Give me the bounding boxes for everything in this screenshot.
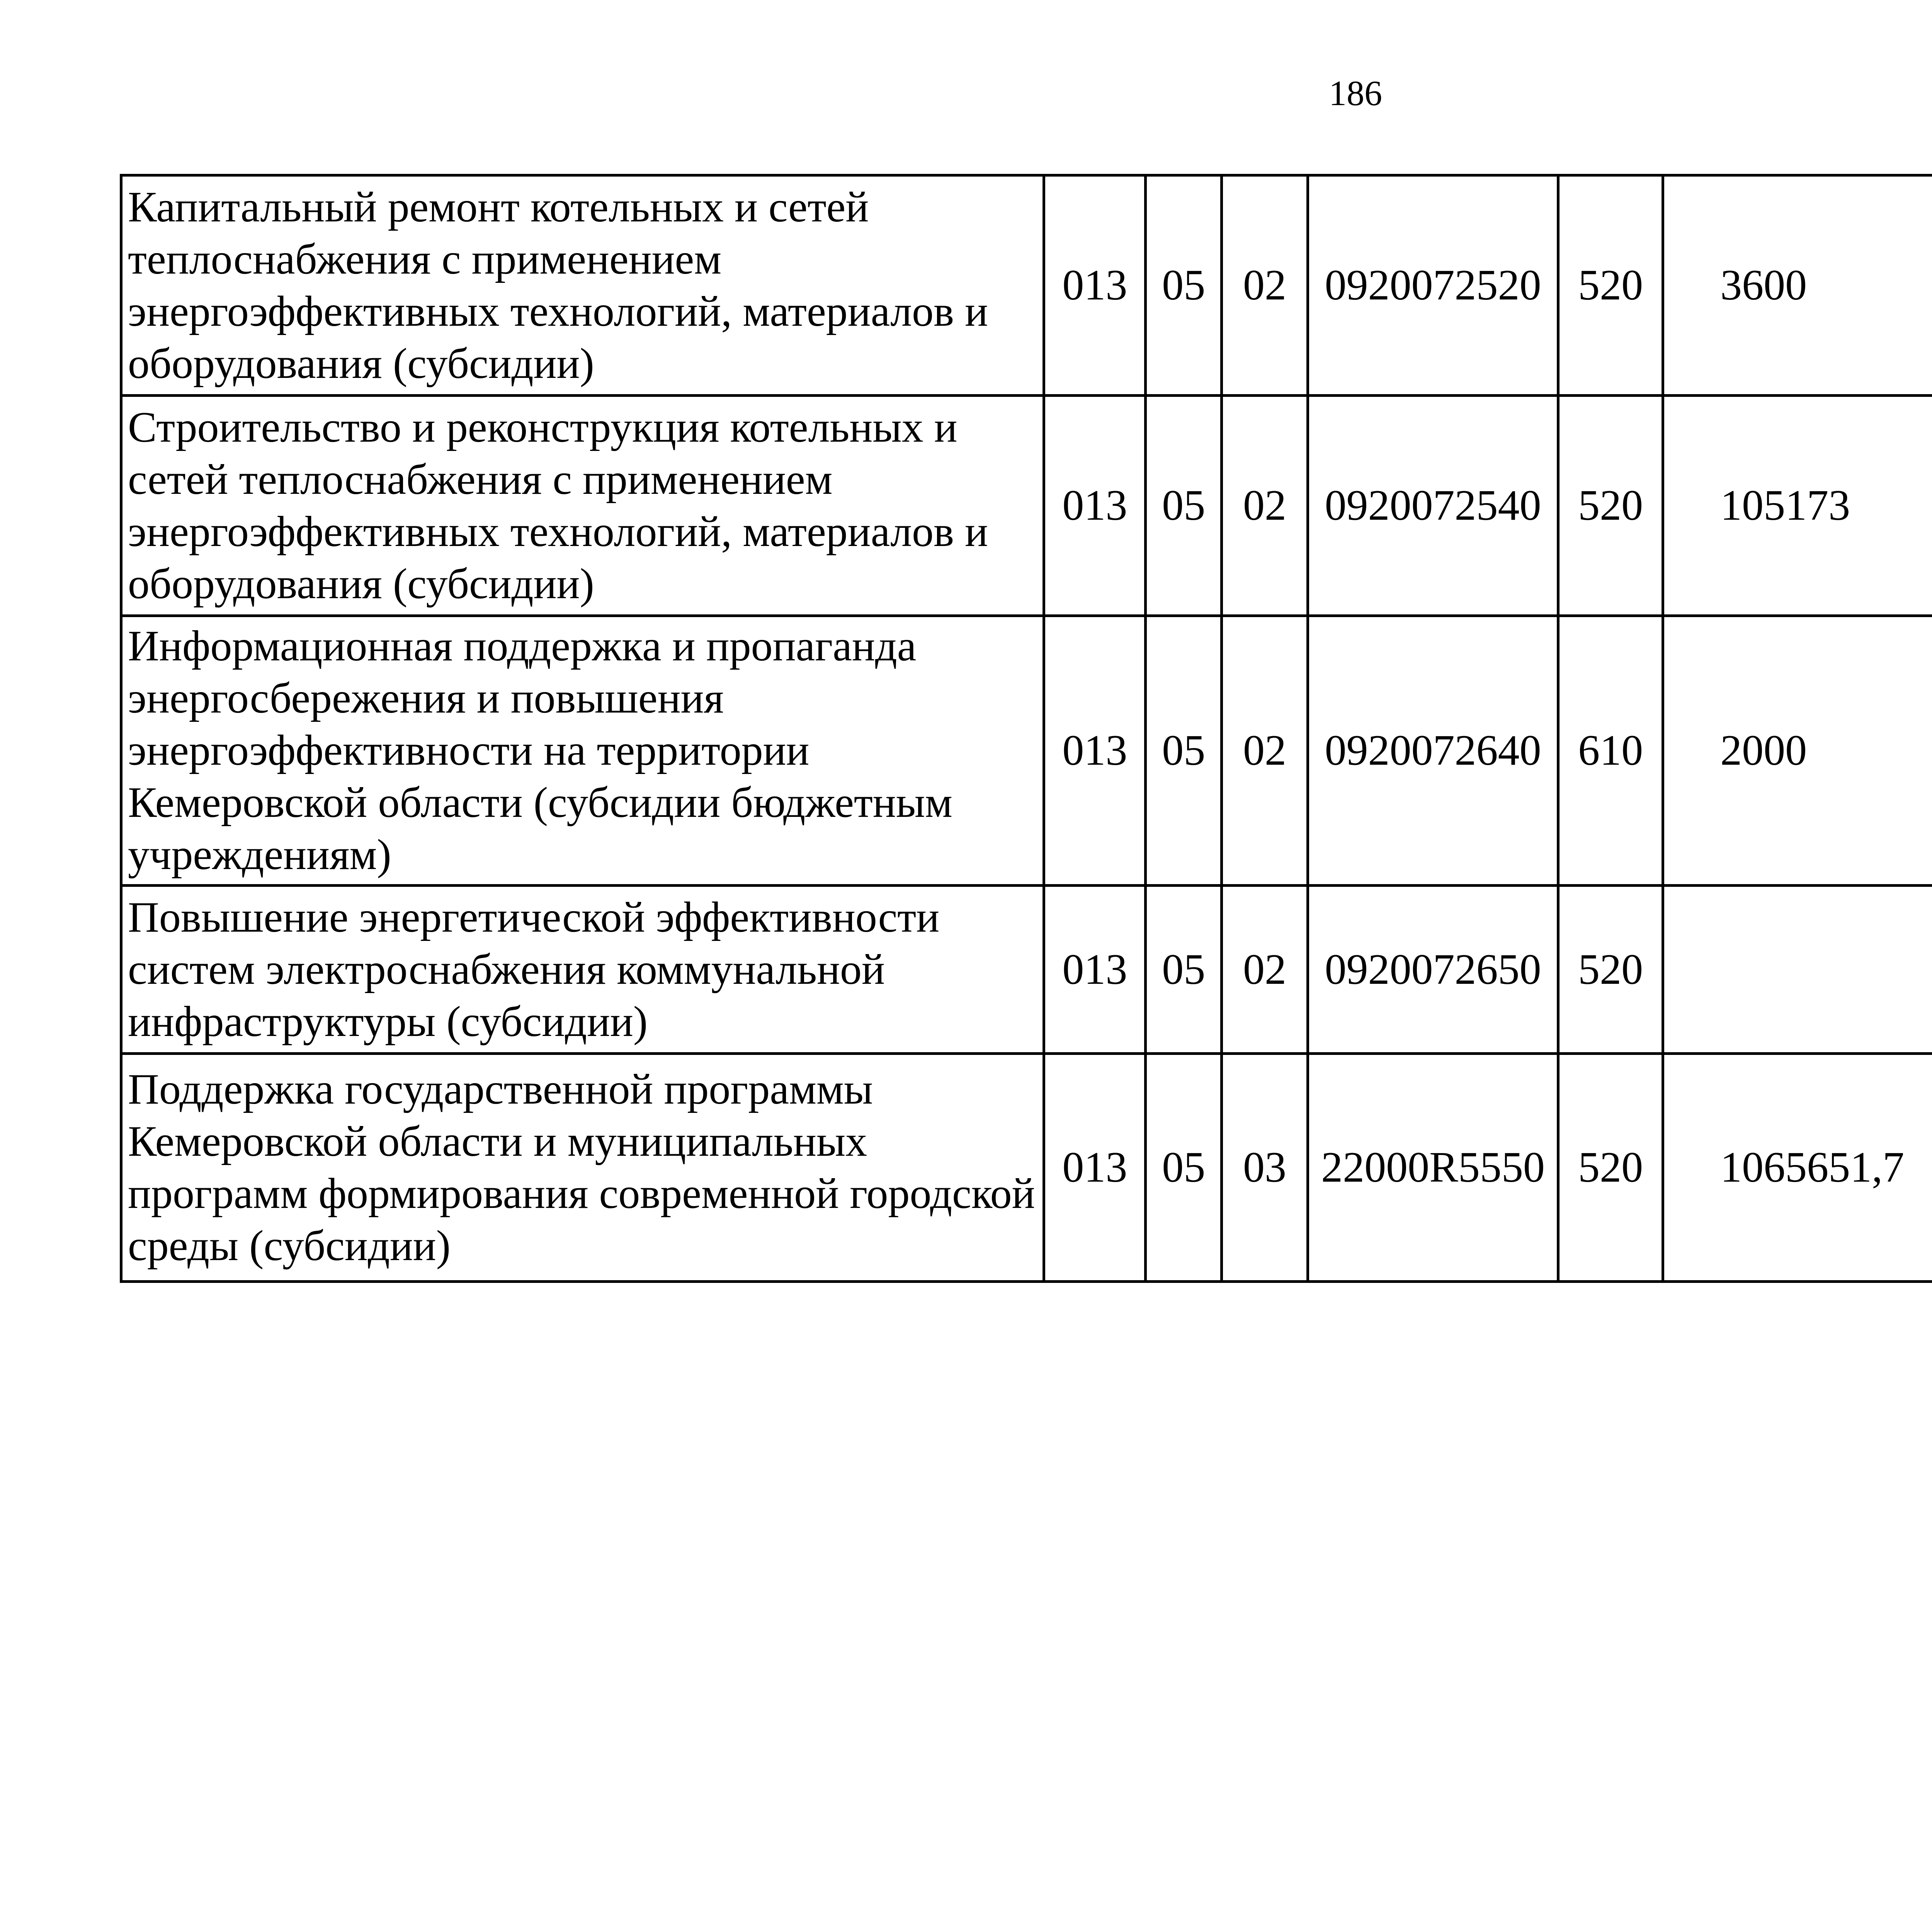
ministry-code: 013 xyxy=(1044,175,1146,396)
row-name: Повышение энергетической эффективности систем электроснабжения коммунальной инфраструктуры (субсидии) xyxy=(121,886,1044,1054)
table-row xyxy=(121,886,1932,1054)
expense-type-code: 520 xyxy=(1558,396,1663,616)
section-code: 05 xyxy=(1146,886,1222,1054)
section-code: 05 xyxy=(1146,1054,1222,1282)
expense-type-code: 610 xyxy=(1558,616,1663,886)
amount-year1: 105173 xyxy=(1663,396,1932,616)
target-article-code: 0920072540 xyxy=(1308,396,1558,616)
page-number: 186 xyxy=(1329,73,1382,113)
row-name: Строительство и реконструкция котельных и сетей теплоснабжения с применением энергоэффективных технологий, материалов и оборудования (субсидии) xyxy=(121,396,1044,616)
amount-year1 xyxy=(1663,886,1932,1054)
section-code: 05 xyxy=(1146,175,1222,396)
expense-type-code: 520 xyxy=(1558,1054,1663,1282)
expense-type-code: 520 xyxy=(1558,175,1663,396)
row-name: Капитальный ремонт котельных и сетей теплоснабжения с применением энергоэффективных технологий, материалов и оборудования (субсидии) xyxy=(121,175,1044,396)
row-name: Поддержка государственной программы Кемеровской области и муниципальных программ формирования современной городской среды (субсидии) xyxy=(121,1054,1044,1282)
section-code: 05 xyxy=(1146,396,1222,616)
row-name: Информационная поддержка и пропаганда энергосбережения и повышения энергоэффективности на территории Кемеровской области (субсидии бюджетным учреждениям) xyxy=(121,616,1044,886)
target-article-code: 0920072640 xyxy=(1308,616,1558,886)
expense-type-code: 520 xyxy=(1558,886,1663,1054)
amount-year1: 2000 xyxy=(1663,616,1932,886)
subsection-code: 02 xyxy=(1222,175,1308,396)
budget-table xyxy=(120,174,1932,1283)
ministry-code: 013 xyxy=(1044,1054,1146,1282)
amount-year1: 3600 xyxy=(1663,175,1932,396)
subsection-code: 03 xyxy=(1222,1054,1308,1282)
ministry-code: 013 xyxy=(1044,886,1146,1054)
target-article-code: 22000R5550 xyxy=(1308,1054,1558,1282)
table-row xyxy=(121,616,1932,886)
target-article-code: 0920072650 xyxy=(1308,886,1558,1054)
subsection-code: 02 xyxy=(1222,396,1308,616)
subsection-code: 02 xyxy=(1222,616,1308,886)
section-code: 05 xyxy=(1146,616,1222,886)
ministry-code: 013 xyxy=(1044,396,1146,616)
table-row xyxy=(121,396,1932,616)
table-row xyxy=(121,1054,1932,1282)
target-article-code: 0920072520 xyxy=(1308,175,1558,396)
subsection-code: 02 xyxy=(1222,886,1308,1054)
table-row xyxy=(121,175,1932,396)
ministry-code: 013 xyxy=(1044,616,1146,886)
amount-year1: 1065651,7 xyxy=(1663,1054,1932,1282)
